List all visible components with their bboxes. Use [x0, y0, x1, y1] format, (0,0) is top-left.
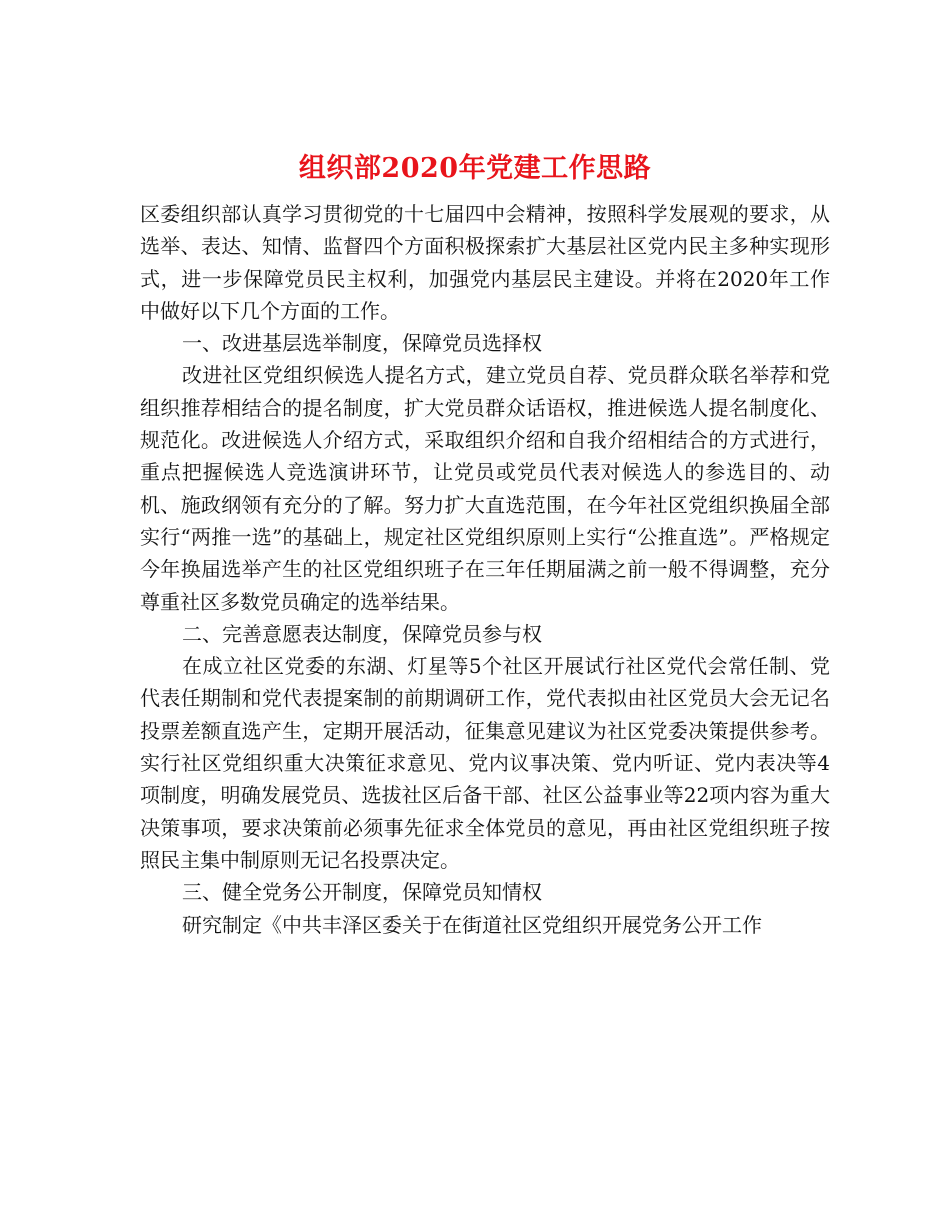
paragraph-section-3: 研究制定《中共丰泽区委关于在街道社区党组织开展党务公开工作	[182, 912, 762, 937]
section-heading-3: 三、健全党务公开制度，保障党员知情权	[182, 880, 542, 905]
paragraph-section-1: 改进社区党组织候选人提名方式，建立党员自荐、党员群众联名举荐和党组织推荐相结合的提名制度，扩大党员群众话语权，推进候选人提名制度化、规范化。改进候选人介绍方式，采取组织介绍和自我介绍相结合的方式进行，重点把握候选人竞选演讲环节，让党员或党员代表对候选人的参选目的、动机、施政纲领有充分的了解。努力扩大直选范围，在今年社区党组织换届全部实行“两推一选”的基础上，规定社区党组织原则上实行“公推直选”。严格规定今年换届选举产生的社区党组织班子在三年任期届满之前一般不得调整，充分尊重社区多数党员确定的选举结果。	[140, 363, 830, 614]
paragraph-intro: 区委组织部认真学习贯彻党的十七届四中会精神，按照科学发展观的要求，从选举、表达、知情、监督四个方面积极探索扩大基层社区党内民主多种实现形式，进一步保障党员民主权利，加强党内基层民主建设。并将在2020年工作中做好以下几个方面的工作。	[140, 202, 830, 323]
section-heading-1: 一、改进基层选举制度，保障党员选择权	[182, 331, 542, 356]
paragraph-section-2: 在成立社区党委的东湖、灯星等5个社区开展试行社区党代会常任制、党代表任期制和党代表提案制的前期调研工作，党代表拟由社区党员大会无记名投票差额直选产生，定期开展活动，征集意见建议为社区党委决策提供参考。实行社区党组织重大决策征求意见、党内议事决策、党内听证、党内表决等4项制度，明确发展党员、选拔社区后备干部、社区公益事业等22项内容为重大决策事项，要求决策前必须事先征求全体党员的意见，再由社区党组织班子按照民主集中制原则无记名投票决定。	[140, 654, 830, 872]
document-title: 组织部2020年党建工作思路	[298, 153, 652, 185]
section-heading-2: 二、完善意愿表达制度，保障党员参与权	[182, 621, 542, 646]
document-body	[140, 198, 830, 941]
